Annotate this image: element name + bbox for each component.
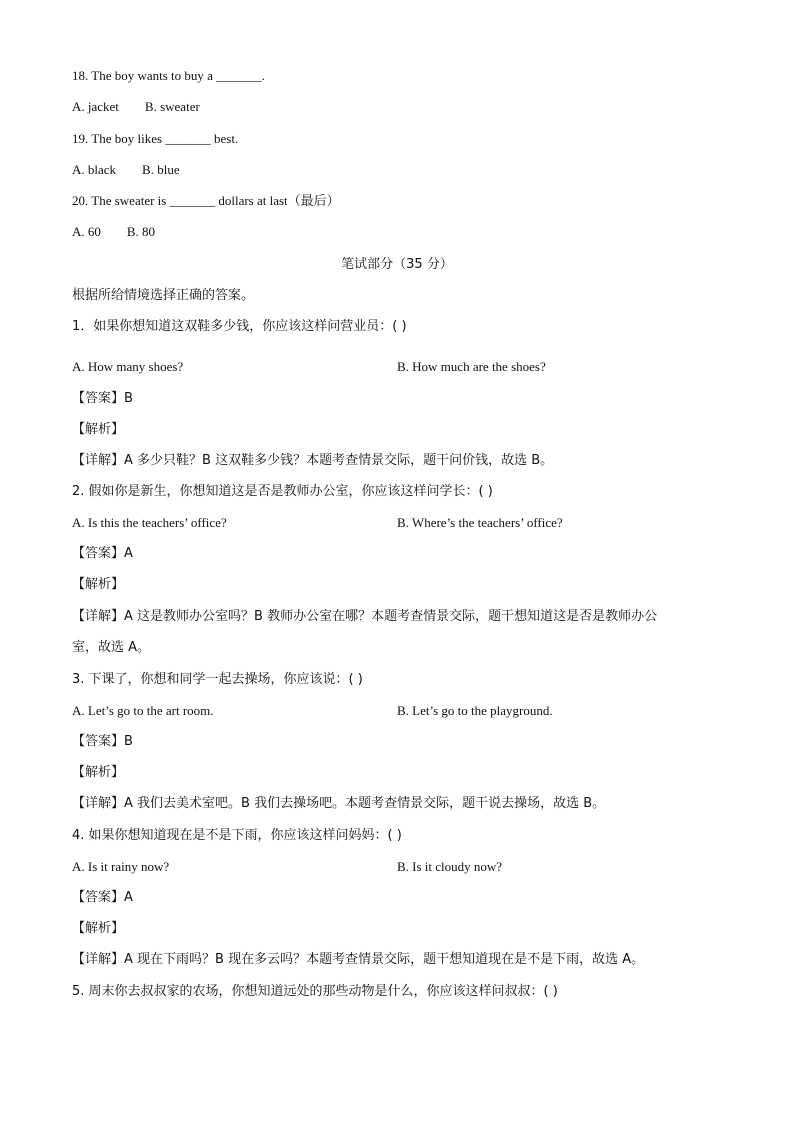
question-19-option-a: A. black bbox=[72, 162, 117, 177]
question-4-stem: 4. 如果你想知道现在是不是下雨，你应该这样问妈妈：( ) bbox=[72, 828, 402, 843]
section-title: 笔试部分（35 分） bbox=[341, 257, 453, 272]
question-2-detail: 【详解】A 这是教师办公室吗？B 教师办公室在哪？本题考查情景交际，题干想知道这是否是教师办公 bbox=[72, 609, 658, 624]
question-2-analysis: 【解析】 bbox=[72, 577, 125, 592]
question-2-option-a: A. Is this the teachers’ office? bbox=[72, 515, 227, 530]
question-1-analysis: 【解析】 bbox=[72, 422, 125, 437]
question-1-option-a: A. How many shoes? bbox=[72, 359, 184, 374]
question-18-stem: 18. The boy wants to buy a _______. bbox=[72, 68, 265, 83]
question-19-option-b: B. blue bbox=[142, 162, 180, 177]
question-4-answer: 【答案】A bbox=[72, 890, 133, 905]
question-4-option-a: A. Is it rainy now? bbox=[72, 859, 170, 874]
question-3-option-b: B. Let’s go to the playground. bbox=[397, 703, 553, 718]
question-3-detail: 【详解】A 我们去美术室吧。B 我们去操场吧。本题考查情景交际，题干说去操场，故选 B。 bbox=[72, 796, 606, 811]
question-2-answer: 【答案】A bbox=[72, 546, 133, 561]
question-1-stem: 1．如果你想知道这双鞋多少钱，你应该这样问营业员：( ) bbox=[72, 319, 407, 334]
question-20-stem: 20. The sweater is _______ dollars at last（最后） bbox=[72, 193, 340, 208]
question-18-option-a: A. jacket bbox=[72, 99, 119, 114]
question-20-option-b: B. 80 bbox=[126, 224, 156, 239]
question-19-stem: 19. The boy likes _______ best. bbox=[72, 131, 239, 146]
question-2-stem: 2. 假如你是新生，你想知道这是否是教师办公室，你应该这样问学长：( ) bbox=[72, 484, 493, 499]
question-5-stem: 5. 周末你去叔叔家的农场，你想知道远处的那些动物是什么，你应该这样问叔叔：( ) bbox=[72, 984, 558, 999]
question-19-options bbox=[72, 161, 180, 179]
section-instruction: 根据所给情境选择正确的答案。 bbox=[72, 288, 255, 303]
question-4-detail: 【详解】A 现在下雨吗？B 现在多云吗？本题考查情景交际，题干想知道现在是不是下雨，故选 A。 bbox=[72, 952, 645, 967]
question-3-analysis: 【解析】 bbox=[72, 765, 125, 780]
question-20-options bbox=[72, 223, 155, 241]
question-3-answer: 【答案】B bbox=[72, 734, 133, 749]
question-20-option-a: A. 60 bbox=[72, 224, 101, 239]
question-1-detail: 【详解】A 多少只鞋？B 这双鞋多少钱？本题考查情景交际，题干问价钱，故选 B。 bbox=[72, 453, 554, 468]
question-4-option-b: B. Is it cloudy now? bbox=[397, 859, 503, 874]
question-2-option-b: B. Where’s the teachers’ office? bbox=[397, 515, 563, 530]
question-3-stem: 3. 下课了，你想和同学一起去操场，你应该说：( ) bbox=[72, 672, 363, 687]
question-2-detail-continued: 室，故选 A。 bbox=[72, 640, 151, 655]
question-3-option-a: A. Let’s go to the art room. bbox=[72, 703, 214, 718]
question-18-option-b: B. sweater bbox=[144, 99, 200, 114]
question-18-options bbox=[72, 98, 200, 116]
question-1-option-b: B. How much are the shoes? bbox=[397, 359, 546, 374]
question-4-analysis: 【解析】 bbox=[72, 921, 125, 936]
question-1-answer: 【答案】B bbox=[72, 391, 133, 406]
